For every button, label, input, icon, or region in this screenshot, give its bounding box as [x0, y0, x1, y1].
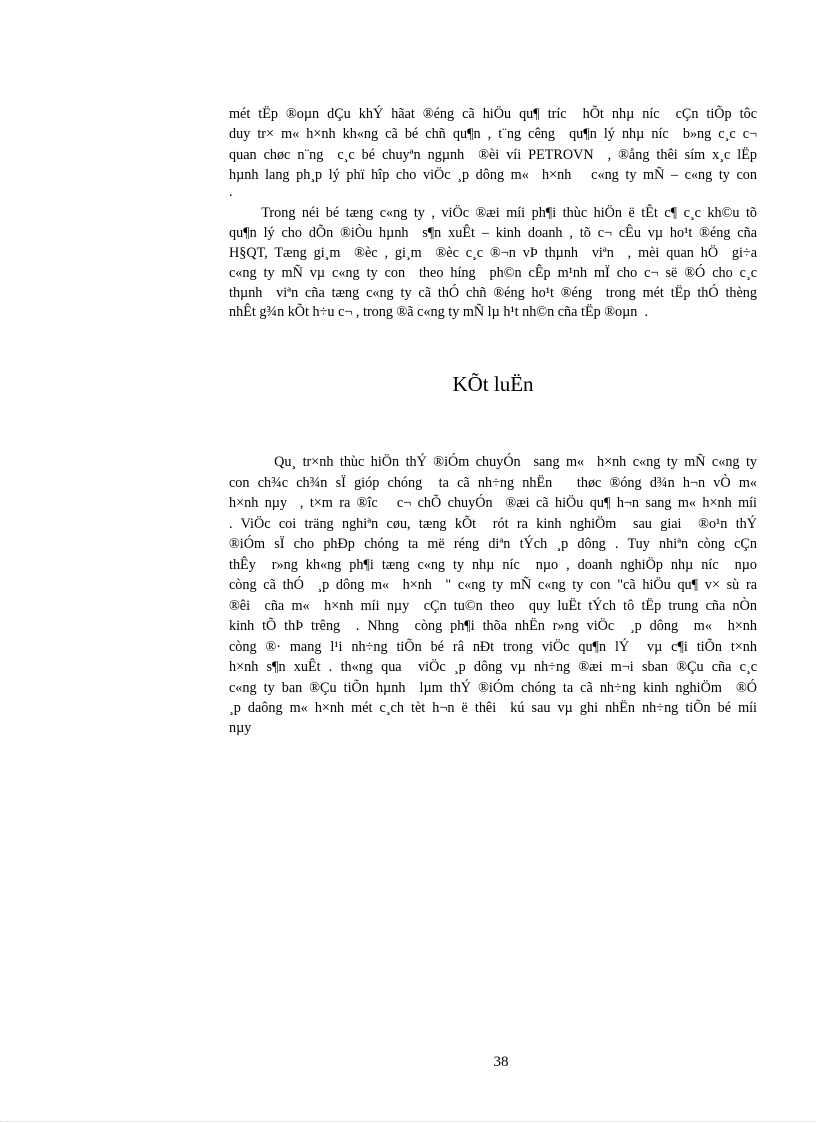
text-line: ¸p daông m« h×nh mét c¸ch tèt h¬n ë thêi kú sau vµ ghi nhËn nh÷ng tiÕn bé míi	[229, 700, 757, 716]
text-line: h×nh nµy , t×m ra ®îc c¬ chÕ chuyÓn ®æi cã hiÖu qu¶ h¬n sang m« h×nh míi	[229, 495, 757, 511]
text-line: còng cã thÓ ¸p dông m« h×nh " c«ng ty mÑ c«ng ty con "cã hiÖu qu¶ v× sù ra	[229, 577, 757, 593]
text-line: h×nh s¶n xuÊt . th«ng qua viÖc ¸p dông vµ nh÷ng ®æi m¬i sban ®Çu cña c¸c	[229, 659, 757, 675]
text-line: thµnh viªn cña tæng c«ng ty cã thÓ chñ ®éng ho¹t ®éng trong mét tËp thÓ thèng	[229, 285, 757, 301]
text-line: qu¶n lý cho dÕn ®iÒu hµnh s¶n xuÊt – kinh doanh , tõ c¬ cÊu vµ ho¹t ®éng cña	[229, 225, 757, 241]
text-line: c«ng ty ban ®Çu tiÕn hµnh lµm thÝ ®iÓm chóng ta cã nh÷ng kinh nghiÖm ®Ó	[229, 680, 757, 696]
text-line: Qu¸ tr×nh thùc hiÖn thÝ ®iÓm chuyÓn sang m« h×nh c«ng ty mÑ c«ng ty	[229, 454, 757, 470]
text-line: nhÊt g¾n kÕt h÷u c¬ , trong ®ã c«ng ty mÑ lµ h¹t nh©n cña tËp ®oµn .	[229, 304, 649, 320]
text-line: duy tr× m« h×nh kh«ng cã bé chñ qu¶n , t¨ng cêng qu¶n lý nhµ níc b»ng c¸c c¬	[229, 126, 757, 142]
page-number: 38	[493, 1054, 509, 1070]
text-line: . ViÖc coi träng nghiªn cøu, tæng kÕt rót ra kinh nghiÖm sau giai ®o¹n thÝ	[229, 516, 757, 532]
text-line: ®iÓm sÏ cho phÐp chóng ta më réng diªn tÝch ¸p dông . Tuy nhiªn còng cÇn	[229, 536, 757, 552]
text-line: thÊy r»ng kh«ng ph¶i tæng c«ng ty nhµ níc nµo , doanh nghiÖp nhµ níc nµo	[229, 557, 757, 573]
text-line: mét tËp ®oµn dÇu khÝ hãat ®éng cã hiÖu qu¶ tríc hÕt nhµ níc cÇn tiÕp tôc	[229, 106, 757, 122]
text-line: còng ®· mang l¹i nh÷ng tiÕn bé râ nÐt trong viÖc qu¶n lÝ vµ c¶i tiÕn t×nh	[229, 639, 757, 655]
text-line: kinh tÕ thÞ trêng . Nhng còng ph¶i thõa nhËn r»ng viÖc ¸p dông m« h×nh	[229, 618, 757, 634]
text-line: ®êi cña m« h×nh míi nµy cÇn tu©n theo quy luËt tÝch tô tËp trung cña nÒn	[229, 598, 757, 614]
text-line: con ch¾c ch¾n sÏ gióp chóng ta cã nh÷ng nhËn thøc ®óng d¾n h¬n vÒ m«	[229, 475, 757, 491]
text-line: c«ng ty mÑ vµ c«ng ty con theo híng ph©n cÊp m¹nh mÏ cho c¬ së ®Ó cho c¸c	[229, 265, 757, 281]
text-line: nµy	[229, 720, 252, 736]
text-line: hµnh lang ph¸p lý phï hîp cho viÖc ¸p dông m« h×nh c«ng ty mÑ – c«ng ty con	[229, 167, 757, 183]
text-line: .	[229, 184, 233, 200]
text-line: quan chøc n¨ng c¸c bé chuyªn ngµnh ®èi víi PETROVN , ®ång thêi sím x¸c lËp	[229, 147, 757, 163]
text-line: H§QT, Tæng gi¸m ®èc , gi¸m ®èc c¸c ®¬n vÞ thµnh viªn , mèi quan hÖ gi÷a	[229, 245, 757, 261]
text-line: Trong néi bé tæng c«ng ty , viÖc ®æi míi ph¶i thùc hiÖn ë tÊt c¶ c¸c kh©u tõ	[229, 205, 757, 221]
conclusion-heading: KÕt luËn	[452, 372, 534, 396]
